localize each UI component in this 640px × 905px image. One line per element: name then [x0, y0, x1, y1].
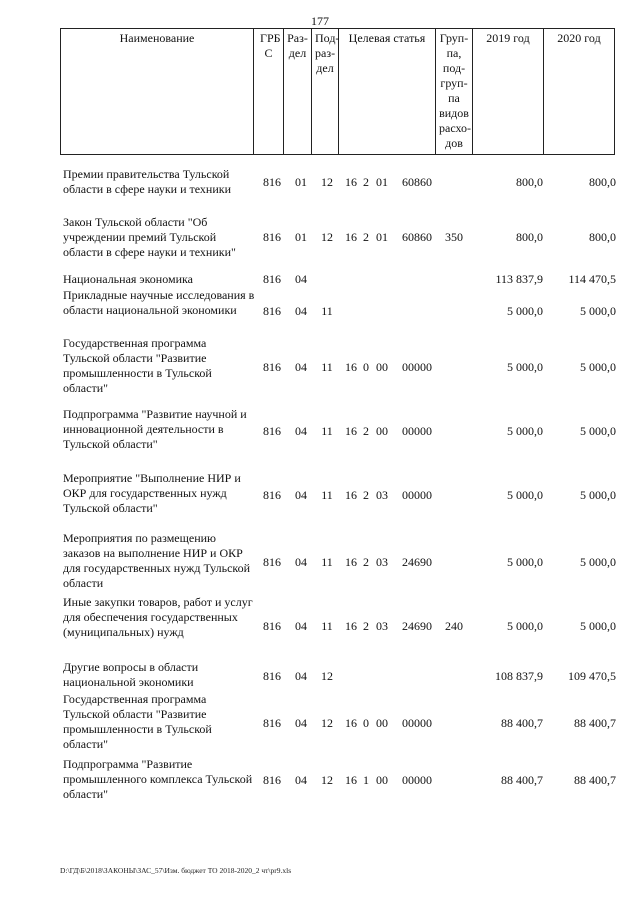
row-code: 00000 — [402, 488, 432, 502]
row-2019: 113 837,9 — [495, 272, 543, 286]
row-expense-type: 350 — [445, 230, 463, 244]
row-name: Подпрограмма "Развитие научной и инновационной деятельности в Тульской области" — [63, 407, 247, 451]
row-grbs: 816 — [263, 272, 281, 286]
row-grbs: 816 — [263, 304, 281, 318]
row-2020: 5 000,0 — [580, 424, 616, 438]
header-name: Наименование — [61, 29, 254, 154]
header-group: Груп- па, под- груп- па видов расхо- дов — [436, 29, 473, 154]
row-measure: 00 — [376, 360, 388, 374]
row-podrazdel: 11 — [321, 424, 333, 438]
header-podrazdel: Под- раз- дел — [312, 29, 339, 154]
row-grbs: 816 — [263, 773, 281, 787]
row-measure: 00 — [376, 424, 388, 438]
row-subprogram: 1 — [363, 773, 369, 787]
page-number: 177 — [311, 14, 329, 28]
row-podrazdel: 12 — [321, 230, 333, 244]
row-razdel: 04 — [295, 619, 307, 633]
row-code: 00000 — [402, 360, 432, 374]
row-measure: 03 — [376, 619, 388, 633]
row-2020: 800,0 — [589, 230, 616, 244]
row-razdel: 04 — [295, 360, 307, 374]
row-razdel: 04 — [295, 304, 307, 318]
row-podrazdel: 11 — [321, 555, 333, 569]
row-podrazdel: 12 — [321, 773, 333, 787]
row-2019: 5 000,0 — [507, 360, 543, 374]
row-program: 16 — [345, 488, 357, 502]
row-podrazdel: 12 — [321, 716, 333, 730]
row-2019: 5 000,0 — [507, 424, 543, 438]
row-expense-type: 240 — [445, 619, 463, 633]
row-code: 00000 — [402, 716, 432, 730]
row-subprogram: 2 — [363, 424, 369, 438]
row-code: 24690 — [402, 555, 432, 569]
row-grbs: 816 — [263, 175, 281, 189]
row-razdel: 04 — [295, 272, 307, 286]
row-2019: 88 400,7 — [501, 716, 543, 730]
header-razdel: Раз- дел — [284, 29, 312, 154]
row-subprogram: 2 — [363, 488, 369, 502]
row-code: 00000 — [402, 773, 432, 787]
row-podrazdel: 12 — [321, 669, 333, 683]
row-2020: 5 000,0 — [580, 360, 616, 374]
row-subprogram: 2 — [363, 619, 369, 633]
row-grbs: 816 — [263, 360, 281, 374]
row-grbs: 816 — [263, 555, 281, 569]
row-2020: 5 000,0 — [580, 555, 616, 569]
row-razdel: 04 — [295, 555, 307, 569]
row-program: 16 — [345, 716, 357, 730]
row-name: Государственная программа Тульской области "Развитие промышленности в Тульской области" — [63, 336, 212, 395]
file-path-footer: D:\ГД\Б\2018\ЗАКОНЫ\ЗАС_57\Изм. бюджет ТО 2018-2020_2 чт\pr9.xls — [60, 866, 292, 875]
row-measure: 03 — [376, 488, 388, 502]
row-code: 60860 — [402, 175, 432, 189]
header-grbs: ГРБ С — [254, 29, 284, 154]
header-year-2020: 2020 год — [557, 31, 601, 45]
row-program: 16 — [345, 424, 357, 438]
row-program: 16 — [345, 360, 357, 374]
row-2020: 5 000,0 — [580, 304, 616, 318]
row-name: Государственная программа Тульской области "Развитие промышленности в Тульской области" — [63, 692, 212, 751]
row-razdel: 01 — [295, 230, 307, 244]
row-grbs: 816 — [263, 488, 281, 502]
row-podrazdel: 11 — [321, 488, 333, 502]
row-2019: 5 000,0 — [507, 619, 543, 633]
row-measure: 00 — [376, 716, 388, 730]
row-code: 60860 — [402, 230, 432, 244]
row-name: Премии правительства Тульской области в сфере науки и техники — [63, 167, 231, 196]
row-grbs: 816 — [263, 669, 281, 683]
row-code: 24690 — [402, 619, 432, 633]
row-program: 16 — [345, 619, 357, 633]
row-podrazdel: 11 — [321, 360, 333, 374]
row-2019: 800,0 — [516, 175, 543, 189]
row-2020: 5 000,0 — [580, 488, 616, 502]
row-grbs: 816 — [263, 716, 281, 730]
row-2020: 114 470,5 — [568, 272, 616, 286]
row-name: Мероприятие "Выполнение НИР и ОКР для государственных нужд Тульской области" — [63, 471, 241, 515]
row-name: Закон Тульской области "Об учреждении премий Тульской области в сфере науки и техники" — [63, 215, 236, 259]
row-2020: 88 400,7 — [574, 716, 616, 730]
row-2019: 5 000,0 — [507, 304, 543, 318]
row-2019: 800,0 — [516, 230, 543, 244]
row-grbs: 816 — [263, 230, 281, 244]
row-program: 16 — [345, 230, 357, 244]
row-subprogram: 2 — [363, 555, 369, 569]
row-2019: 88 400,7 — [501, 773, 543, 787]
row-measure: 00 — [376, 773, 388, 787]
row-program: 16 — [345, 555, 357, 569]
header-year-2019: 2019 год — [473, 29, 544, 154]
row-name: Подпрограмма "Развитие промышленного комплекса Тульской области" — [63, 757, 253, 801]
row-2020: 88 400,7 — [574, 773, 616, 787]
row-2019: 108 837,9 — [495, 669, 543, 683]
row-subprogram: 0 — [363, 716, 369, 730]
row-subprogram: 2 — [363, 230, 369, 244]
row-name: Национальная экономика — [63, 272, 193, 286]
row-measure: 01 — [376, 230, 388, 244]
row-grbs: 816 — [263, 619, 281, 633]
row-program: 16 — [345, 175, 357, 189]
row-name: Другие вопросы в области национальной экономики — [63, 660, 199, 689]
row-2020: 109 470,5 — [568, 669, 616, 683]
row-razdel: 04 — [295, 424, 307, 438]
row-measure: 03 — [376, 555, 388, 569]
row-podrazdel: 12 — [321, 175, 333, 189]
row-podrazdel: 11 — [321, 304, 333, 318]
header-target: Целевая статья — [339, 29, 436, 154]
row-razdel: 01 — [295, 175, 307, 189]
row-code: 00000 — [402, 424, 432, 438]
row-2020: 800,0 — [589, 175, 616, 189]
row-2019: 5 000,0 — [507, 555, 543, 569]
row-razdel: 04 — [295, 488, 307, 502]
row-razdel: 04 — [295, 716, 307, 730]
row-2019: 5 000,0 — [507, 488, 543, 502]
row-razdel: 04 — [295, 773, 307, 787]
row-podrazdel: 11 — [321, 619, 333, 633]
row-razdel: 04 — [295, 669, 307, 683]
row-subprogram: 0 — [363, 360, 369, 374]
row-program: 16 — [345, 773, 357, 787]
row-name: Иные закупки товаров, работ и услуг для обеспечения государственных (муниципальных) нужд — [63, 595, 253, 639]
row-subprogram: 2 — [363, 175, 369, 189]
table-header — [60, 28, 615, 155]
row-name: Прикладные научные исследования в области национальной экономики — [63, 288, 255, 317]
row-measure: 01 — [376, 175, 388, 189]
row-grbs: 816 — [263, 424, 281, 438]
row-name: Мероприятия по размещению заказов на выполнение НИР и ОКР для государственных нужд Тульской области — [63, 531, 251, 590]
row-2020: 5 000,0 — [580, 619, 616, 633]
